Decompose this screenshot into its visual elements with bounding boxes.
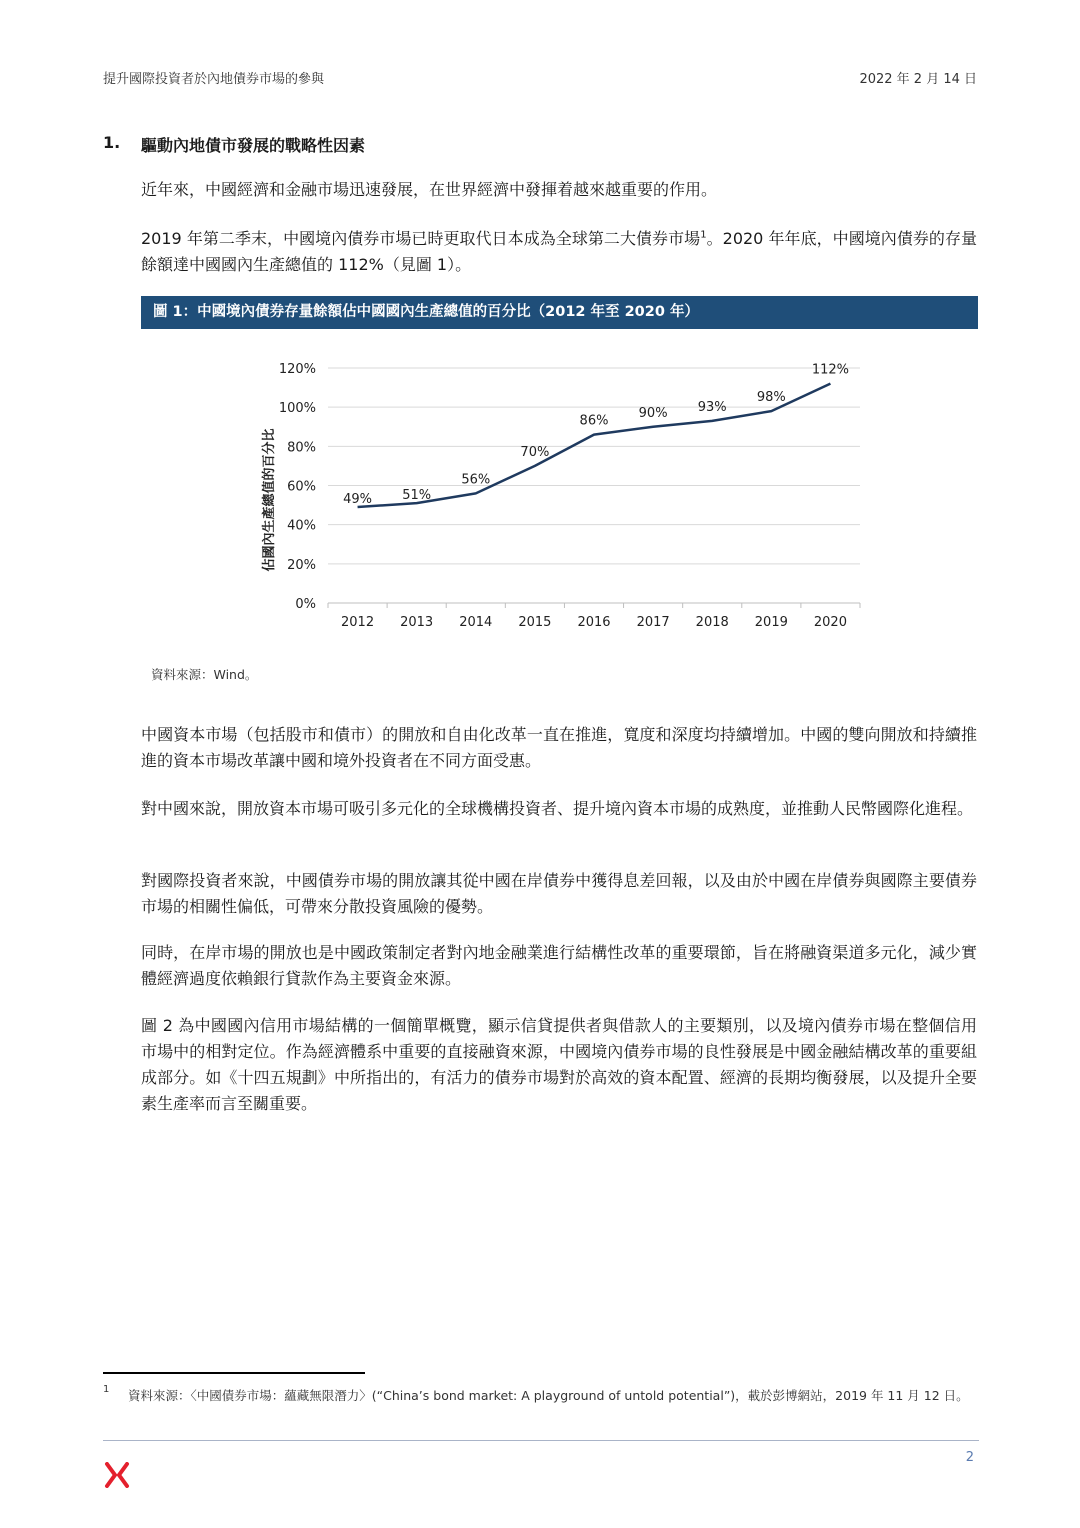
paragraph-2-text-a: 2019 年第二季末，中國境內債券市場已時更取代日本成為全球第二大債券市場 [141,229,701,248]
x-tick-label: 2014 [459,615,493,630]
x-tick-label: 2013 [400,615,434,630]
section-number: 1. [103,133,121,152]
footer-divider [103,1440,979,1441]
y-axis-label: 佔國內生產總值的百分比 [262,428,277,572]
footnote-mark: 1 [103,1384,110,1395]
data-label: 51% [402,488,432,504]
line-chart [240,345,880,635]
x-tick-label: 2019 [754,615,788,630]
y-tick-label: 120% [278,362,316,377]
header-title: 提升國際投資者於內地債券市場的參與 [103,72,325,87]
x-tick-labels [341,615,847,630]
x-tick-label: 2017 [636,615,670,630]
footnote-text: 資料來源：〈中國債券市場：蘊藏無限潛力〉(“China’s bond market: A playground of untold potential”)，載於彭博網站，2019 年 11 月 12 日。 [128,1388,969,1403]
data-label: 49% [343,492,373,508]
paragraph-7: 圖 2 為中國國內信用市場結構的一個簡單概覽，顯示信貸提供者與借款人的主要類別，以及境內債券市場在整個信用市場中的相對定位。作為經濟體系中重要的直接融資來源，中國境內債券市場的良性發展是中國金融結構改革的重要組成部分。如《十四五規劃》中所指出的，有活力的債券市場對於高效的資本配置、經濟的長期均衡發展，以及提升全要素生產率而言至關重要。 [141,1016,977,1113]
footnote-divider [103,1372,365,1374]
data-label: 98% [756,390,786,406]
x-tick-label: 2016 [577,615,611,630]
section-title: 驅動內地債市發展的戰略性因素 [141,136,366,155]
paragraph-1: 近年來，中國經濟和金融市場迅速發展，在世界經濟中發揮着越來越重要的作用。 [141,180,718,199]
figure-source: 資料來源：Wind。 [151,667,258,682]
y-tick-label: 20% [287,557,316,573]
x-tick-label: 2020 [813,615,847,630]
paragraph-4: 對中國來說，開放資本市場可吸引多元化的全球機構投資者、提升境內資本市場的成熟度，並推動人民幣國際化進程。 [141,799,974,818]
paragraph-3: 中國資本市場（包括股市和債市）的開放和自由化改革一直在推進，寬度和深度均持續增加。中國的雙向開放和持續推進的資本市場改革讓中國和境外投資者在不同方面受惠。 [141,725,977,770]
x-tick-label: 2012 [341,615,375,630]
logo-stroke-left [107,1464,115,1486]
paragraph-6: 同時，在岸市場的開放也是中國政策制定者對內地金融業進行結構性改革的重要環節，旨在將融資渠道多元化，減少實體經濟過度依賴銀行貸款作為主要資金來源。 [141,943,977,988]
y-tick-label: 0% [295,597,316,612]
y-tick-label: 60% [287,479,316,495]
paragraph-2-text-b: 。2020 年年底，中國境內債券的存量餘額達中國國內生產總值的 112%（見圖 1）。 [141,229,977,274]
figure-title-bar: 圖 1：中國境內債券存量餘額佔中國國內生產總值的百分比（2012 年至 2020 年） [141,296,978,329]
data-label: 56% [461,472,491,488]
data-label: 112% [811,362,850,378]
footnote-ref: 1 [700,229,707,241]
paragraph-5: 對國際投資者來說，中國債券市場的開放讓其從中國在岸債券中獲得息差回報，以及由於中國在岸債券與國際主要債券市場的相關性偏低，可帶來分散投資風險的優勢。 [141,871,977,916]
data-label: 90% [638,405,668,421]
x-tick-label: 2015 [518,615,552,630]
chart-axes [328,603,860,608]
hkex-logo-icon [104,1462,130,1488]
y-tick-labels [279,362,316,612]
y-tick-label: 100% [278,401,316,417]
header-date: 2022 年 2 月 14 日 [859,72,977,87]
data-label: 93% [697,399,727,415]
paragraph-2 [141,226,977,278]
data-label: 86% [579,413,609,429]
page-number: 2 [965,1450,974,1465]
logo-stroke-right [119,1464,127,1486]
data-label: 70% [520,444,550,460]
y-tick-label: 40% [287,518,316,534]
y-tick-label: 80% [287,440,316,456]
x-tick-label: 2018 [695,615,729,630]
